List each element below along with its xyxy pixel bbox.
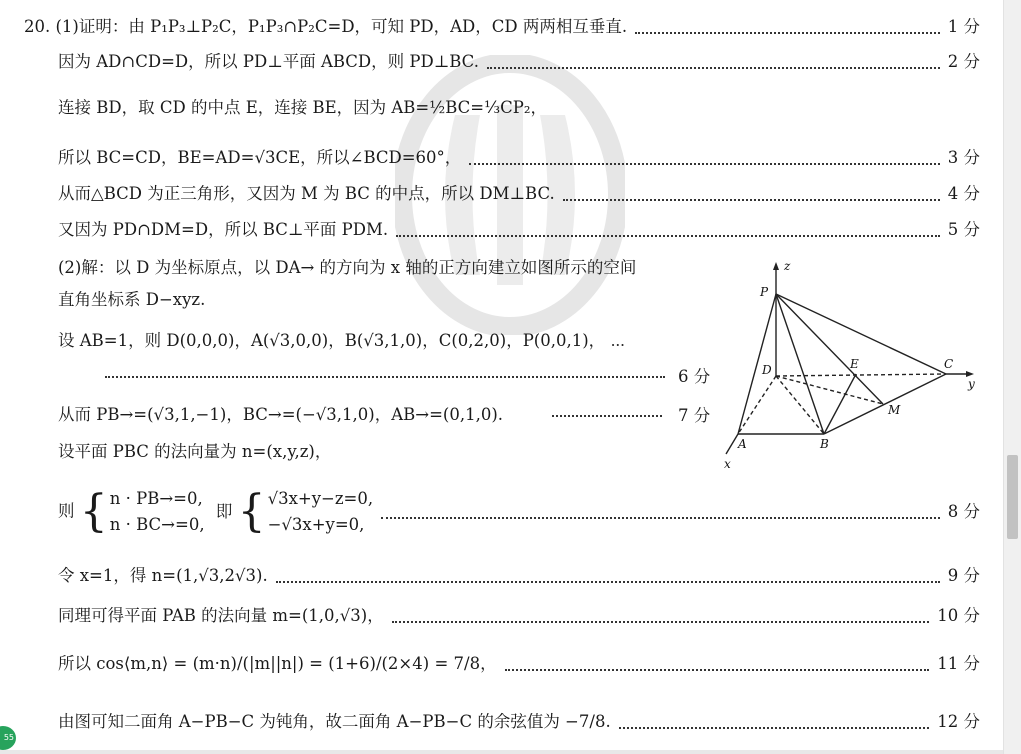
leader-dots [563,199,940,201]
answer-line-14: 同理可得平面 PAB 的法向量 m=(1,0,√3)， 10 分 [58,606,980,625]
edge-BE [824,374,856,434]
answer-line-3: 连接 BD，取 CD 的中点 E，连接 BE，因为 AB=½BC=⅓CP₂， [58,98,547,117]
answer-line-7: (2)解：以 D 为坐标原点，以 DA→ 的方向为 x 轴的正方向建立如图所示的空间 [58,258,637,277]
leader-dots [396,235,940,237]
leader-dots [619,727,930,729]
label-D: D [762,363,772,377]
label-y: y [968,377,975,391]
leader-dots [392,621,930,623]
equation-system-1: { n · PB→=0, n · BC→=0, [79,486,205,537]
answer-line-16: 由图可知二面角 A−PB−C 为钝角，故二面角 A−PB−C 的余弦值为 −7/8. 12 分 [58,712,980,731]
label-P: P [760,285,769,299]
answer-line-1: 20. (1)证明：由 P₁P₃⊥P₂C，P₁P₃∩P₂C=D，可知 PD，AD，CD 两两相互垂直. 1 分 [24,17,980,36]
x-axis-end [726,434,738,454]
leader-dots [487,67,940,69]
label-M: M [888,403,901,417]
vertical-scrollbar[interactable] [1003,0,1021,754]
answer-line-6: 又因为 PD∩DM=D，所以 BC⊥平面 PDM. 5 分 [58,220,980,239]
scrollbar-thumb[interactable] [1007,455,1018,539]
answer-line-15: 所以 cos⟨m,n⟩ = (m·n)/(|m||n|) = (1+6)/(2×4) = 7/8， 11 分 [58,654,980,673]
answer-line-9: 设 AB=1，则 D(0,0,0)，A(√3,0,0)，B(√3,1,0)，C(0,2,0)，P(0,0,1)， ⋯ [58,331,626,350]
y-axis [776,374,946,376]
pyramid-figure [718,256,988,474]
leader-dots [469,163,939,165]
leader-dots [505,669,930,671]
score-7: 7 分 [678,406,711,425]
equation-system-2: { √3x+y−z=0, −√3x+y=0, [237,486,374,537]
page-badge[interactable]: 55 [0,726,16,750]
edge-BC [824,374,946,434]
label-E: E [850,357,859,371]
score-6: 6 分 [678,367,711,386]
edge-PC [776,294,946,374]
label-C: C [944,357,954,371]
answer-line-4: 所以 BC=CD，BE=AD=√3CE，所以∠BCD=60°， 3 分 [58,148,980,167]
x-axis-dashed [738,376,776,434]
answer-line-12: 则 { n · PB→=0, n · BC→=0, 即 { √3x+y−z=0, −√3x+y=0, 8 分 [58,486,980,537]
label-B: B [820,437,829,451]
label-z: z [784,259,791,273]
leader-dots [635,32,940,34]
answer-line-2: 因为 AD∩CD=D，所以 PD⊥平面 ABCD，则 PD⊥BC. 2 分 [58,52,980,71]
answer-line-8: 直角坐标系 D−xyz. [58,290,206,309]
label-A: A [738,437,747,451]
bottom-border [0,750,1004,754]
edge-PB [776,294,824,434]
answer-line-10: 从而 PB→=(√3,1,−1)，BC→=(−√3,1,0)，AB→=(0,1,0). [58,405,504,424]
edge-DB [776,376,824,434]
answer-line-11: 设平面 PBC 的法向量为 n=(x,y,z)， [58,442,332,461]
leader-dots-row [105,376,665,378]
leader-dots-row [552,415,662,417]
label-x: x [724,457,731,471]
answer-line-13: 令 x=1，得 n=(1,√3,2√3). 9 分 [58,566,980,585]
edge-DM [776,376,883,404]
leader-dots [276,581,940,583]
answer-line-5: 从而△BCD 为正三角形，又因为 M 为 BC 的中点，所以 DM⊥BC. 4 分 [58,184,980,203]
edge-PM [776,294,883,404]
leader-dots [381,517,940,519]
